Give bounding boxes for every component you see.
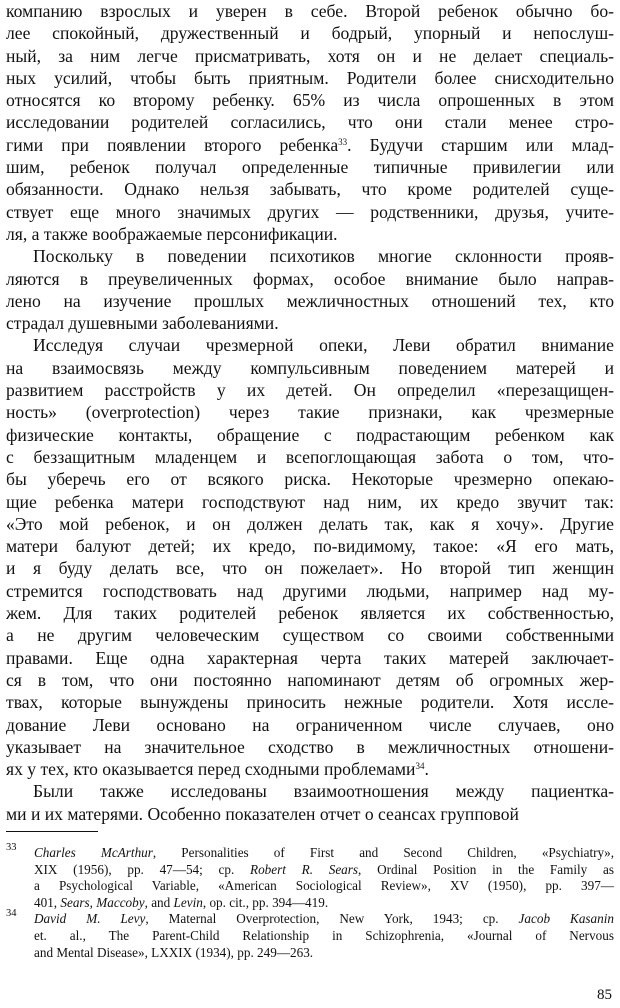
body-line: шим, ребенок получал определенные типичные привилегии или	[6, 157, 614, 178]
body-line: ми и их матерями. Особенно показателен отчет о сеансах групповой	[6, 803, 519, 824]
body-line: страдал душевными заболеваниями.	[6, 313, 279, 334]
body-line: ях у тех, кто оказывается перед сходными проблемами$^{34}$.	[6, 759, 429, 780]
body-line: указывает на значительное сходство в межличностных отношени-	[6, 736, 614, 757]
body-line: развитием расстройств у их детей. Он определил «перезащищен-	[6, 380, 614, 401]
body-line: бы уберечь его от всякого риска. Некоторые чрезмерно опекаю-	[6, 469, 614, 490]
body-line: обязанности. Однако нельзя забывать, что кроме родителей суще-	[6, 179, 614, 200]
body-line: жем. Для таких родителей ребенок является их собственностью,	[6, 603, 614, 624]
footnotes	[6, 842, 614, 961]
body-line: Были также исследованы взаимоотношения между пациентка-	[33, 781, 614, 802]
body-line: ствует еще много значимых других — родственники, друзья, учите-	[6, 201, 614, 222]
footnote-33	[6, 842, 614, 911]
body-line: гими при появлении второго ребенка$^{33}$. Будучи старшим или млад-	[6, 134, 614, 155]
body-line: ля, а также воображаемые персонификации.	[6, 223, 338, 244]
body-line: лено на изучение прошлых межличностных отношений тех, кто	[6, 290, 614, 311]
body-text	[6, 0, 614, 825]
body-line: лее спокойный, дружественный и бодрый, упорный и непослуш-	[6, 23, 614, 44]
body-line: ляются в преувеличенных формах, особое внимание было направ-	[6, 268, 614, 289]
body-line: Поскольку в поведении психотиков многие склонности прояв-	[33, 246, 614, 267]
footnote-ref: 33	[338, 136, 348, 147]
body-line: и я буду делать все, что он пожелает». Но второй тип женщин	[6, 558, 614, 579]
body-line: твах, которые вынуждены приносить нежные родители. Хотя иссле-	[6, 692, 614, 713]
footnote-number: 33	[6, 842, 17, 853]
body-line: правами. Еще одна характерная черта таких матерей заключает-	[6, 647, 614, 668]
body-line: щие ребенка матери господствуют над ним, их кредо звучит так:	[6, 491, 614, 512]
body-line: Исследуя случаи чрезмерной опеки, Леви обратил внимание	[33, 335, 614, 356]
body-line: «Это мой ребенок, и он должен делать так, как я хочу». Другие	[6, 513, 614, 534]
body-line: компанию взрослых и уверен в себе. Второй ребенок обычно бо-	[6, 1, 614, 21]
body-line: исследовании родителей согласились, что они стали менее стро-	[6, 112, 614, 133]
footnote-ref: 34	[415, 761, 425, 772]
footnote-separator	[6, 831, 98, 832]
footnote-line: David M. Levy, Maternal Overprotection, New York, 1943; cp. Jacob Kasanin	[34, 911, 614, 927]
footnote-line: and Mental Disease», LXXIX (1934), pp. 249—263.	[34, 944, 314, 960]
footnote-line: XIX (1956), pp. 47—54; cp. Robert R. Sears, Ordinal Position in the Family as	[34, 861, 614, 877]
body-line: ся в том, что они постоянно напоминают детям об огромных жер-	[6, 669, 614, 690]
footnote-line: et. al., The Parent-Child Relationship in Schizophrenia, «Journal of Nervous	[34, 927, 614, 943]
body-line: относятся ко второму ребенку. 65% из числа опрошенных в этом	[6, 90, 614, 111]
footnote-34	[6, 908, 614, 961]
body-line: ность» (overprotection) через такие признаки, как чрезмерные	[6, 402, 614, 423]
footnote-line: a Psychological Variable, «American Sociological Review», XV (1950), pp. 397—	[34, 878, 614, 894]
footnote-number: 34	[6, 908, 17, 920]
body-line: матери балуют детей; их кредо, по-видимому, такое: «Я его мать,	[6, 536, 614, 557]
body-line: на взаимосвязь между компульсивным поведением матерей и	[6, 357, 614, 378]
page-number: 85	[597, 987, 612, 1003]
footnote-line: 401, Sears, Maccoby, and Levin, op. cit., pp. 394—419.	[34, 894, 329, 910]
body-line: а не другим человеческим существом со своими собственными	[6, 625, 614, 646]
body-line: дование Леви основано на ограниченном числе случаев, оно	[6, 714, 614, 735]
body-line: ный, за ним легче присматривать, хотя он и не делает специаль-	[6, 45, 614, 66]
body-line: с беззащитным младенцем и всепоглощающая забота о том, что-	[6, 446, 614, 467]
body-line: ных усилий, чтобы быть приятным. Родители более снисходительно	[6, 67, 614, 88]
body-line: стремится господствовать над другими людьми, например над му-	[6, 580, 614, 601]
body-line: физические контакты, обращение с подрастающим ребенком как	[6, 424, 614, 445]
footnote-line: Charles McArthur, Personalities of First and Second Children, «Psychiatry»,	[34, 845, 614, 860]
